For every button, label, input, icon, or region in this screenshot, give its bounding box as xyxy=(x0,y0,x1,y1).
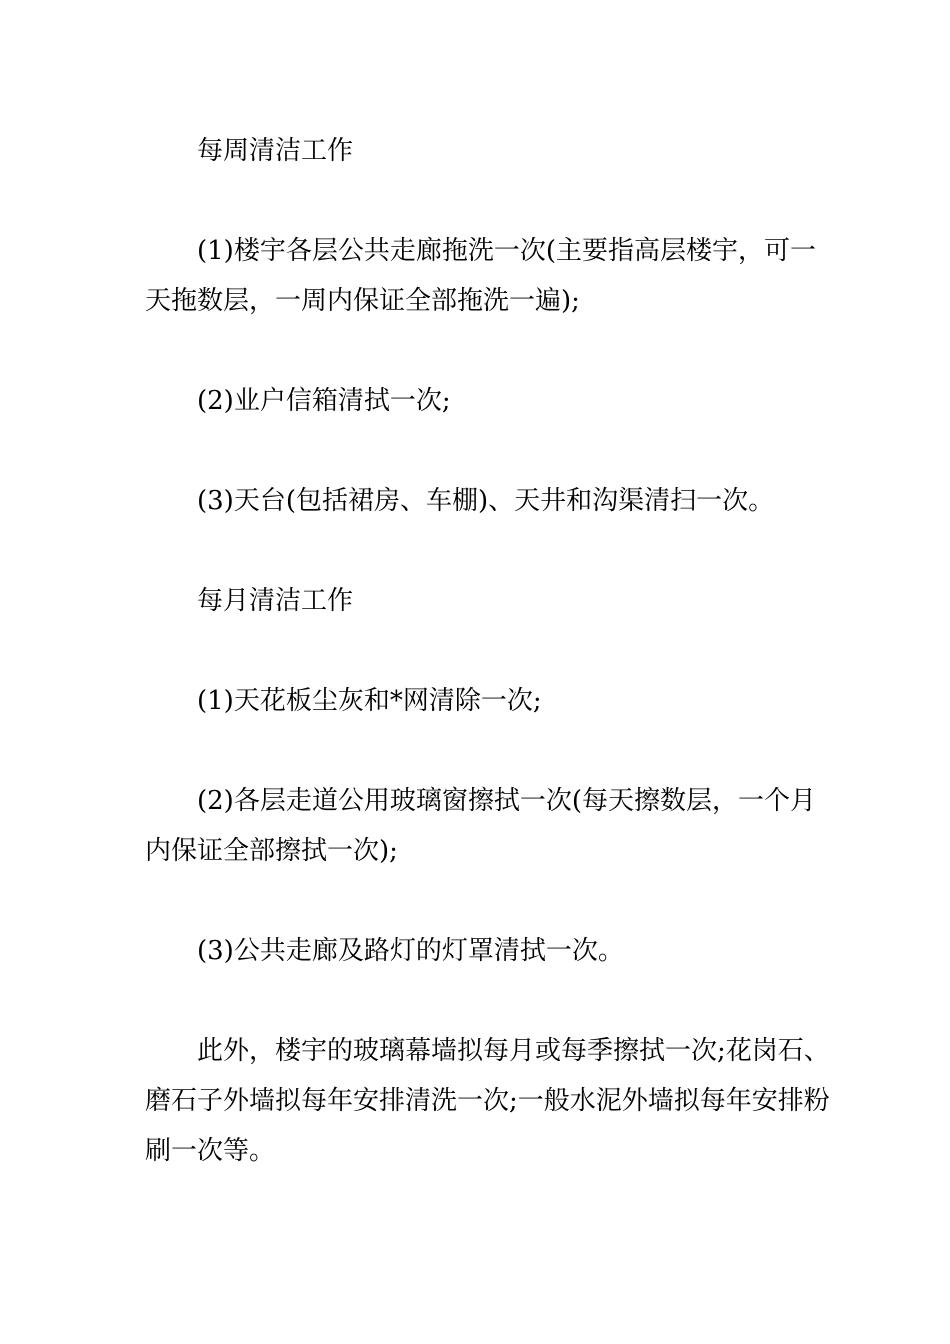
paragraph-gap xyxy=(145,726,835,776)
paragraph-gap xyxy=(145,976,835,1026)
paragraph-gap xyxy=(145,176,835,226)
monthly-item-2: (2)各层走道公用玻璃窗擦拭一次(每天擦数层，一个月内保证全部擦拭一次); xyxy=(145,786,816,866)
paragraph-gap xyxy=(145,876,835,926)
weekly-item-1: (1)楼宇各层公共走廊拖洗一次(主要指高层楼宇，可一天拖数层，一周内保证全部拖洗一遍); xyxy=(145,236,816,316)
paragraph-gap xyxy=(145,626,835,676)
paragraph-gap xyxy=(145,326,835,376)
paragraph-gap xyxy=(145,426,835,476)
monthly-item-3: (3)公共走廊及路灯的灯罩清拭一次。 xyxy=(197,936,624,966)
monthly-item-1: (1)天花板尘灰和*网清除一次; xyxy=(197,686,542,716)
weekly-item-2: (2)业户信箱清拭一次; xyxy=(197,386,451,416)
section-heading-weekly: 每周清洁工作 xyxy=(197,136,354,166)
section-heading-monthly: 每月清洁工作 xyxy=(197,586,354,616)
additional-notes-paragraph: 此外，楼宇的玻璃幕墙拟每月或每季擦拭一次;花岗石、磨石子外墙拟每年安排清洗一次;一般水泥外墙拟每年安排粉刷一次等。 xyxy=(145,1036,830,1166)
paragraph-gap xyxy=(145,526,835,576)
document-body xyxy=(145,126,835,1176)
weekly-item-3: (3)天台(包括裙房、车棚)、天井和沟渠清扫一次。 xyxy=(197,486,775,516)
